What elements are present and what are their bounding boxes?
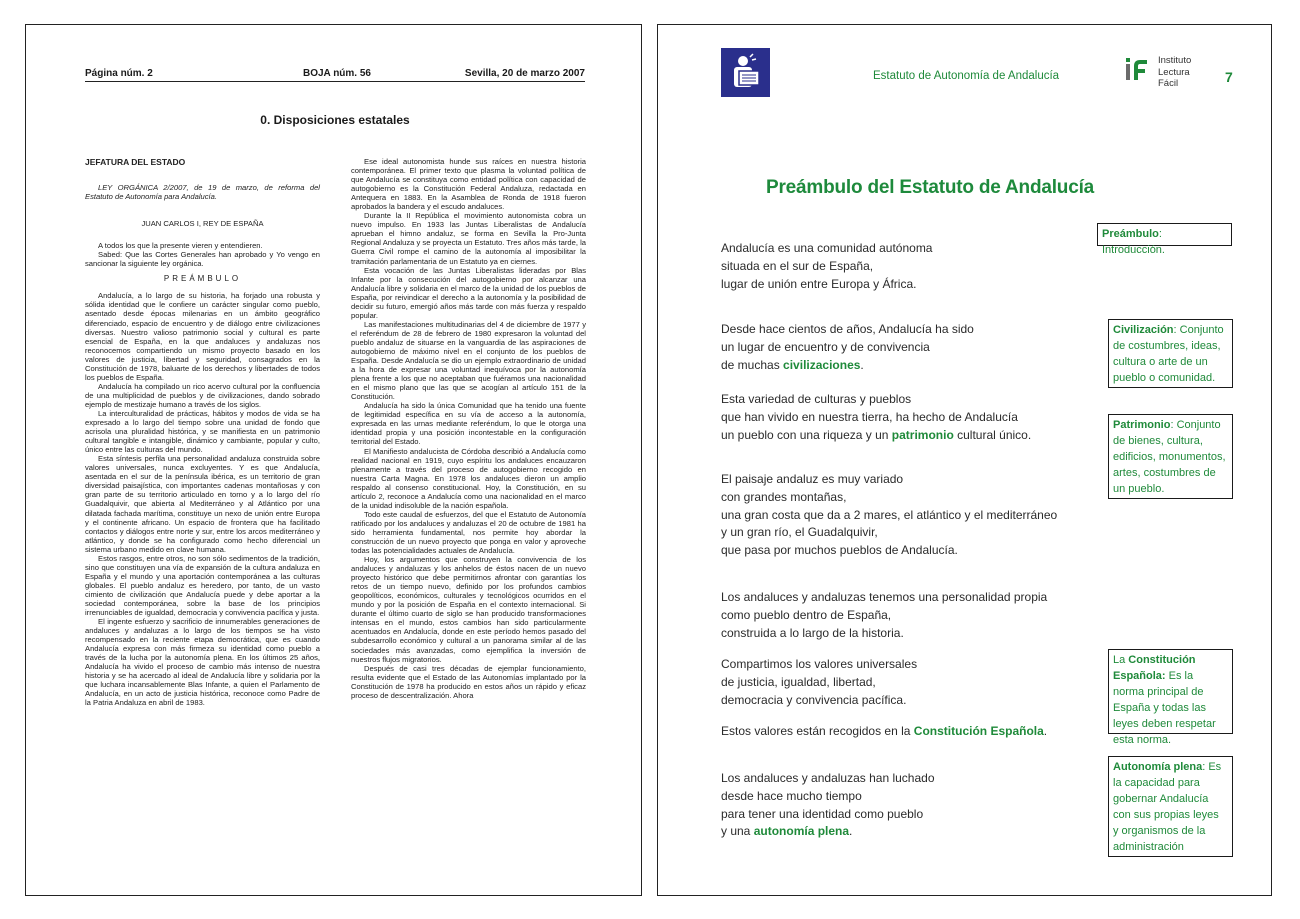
glossary-definition: : Conjunto de costumbres, ideas, cultura o arte de un pueblo o comunidad. (1113, 324, 1224, 384)
glossary-box-preambulo (1097, 223, 1232, 256)
text-line: El paisaje andaluz es muy variado (721, 472, 904, 486)
text-line: un lugar de encuentro y de convivencia (721, 339, 930, 354)
text-line: Esta variedad de culturas y pueblos (721, 392, 912, 406)
glossary-term: Civilización (1113, 324, 1174, 336)
glossary-definition: : Conjunto de bienes, cultura, edificios, monumentos, artes, costumbres de un pueblo. (1113, 419, 1226, 495)
text-line (721, 823, 935, 841)
paragraph-8 (721, 770, 935, 841)
text-run: y una (721, 824, 754, 839)
easy-read-logo (721, 48, 770, 97)
text-line: Los andaluces y andaluzas tenemos una personalidad propia (721, 590, 1048, 604)
text-line: y un gran río, el Guadalquivir, (721, 525, 878, 540)
text-line: de justicia, igualdad, libertad, (721, 674, 876, 689)
intro-line: Sabed: Que las Cortes Generales han aprobado y Yo vengo en sancionar la siguiente ley orgánica. (85, 250, 320, 269)
text-line: como pueblo dentro de España, (721, 607, 892, 622)
paragraph-3 (721, 391, 1031, 444)
glossary-prefix: La (1113, 654, 1129, 666)
column-left (85, 155, 320, 708)
text-line (721, 357, 974, 375)
main-title: Preámbulo del Estatuto de Andalucía (766, 177, 1095, 198)
paragraph: Hoy, los argumentos que construyen la convivencia de los andaluces y andaluzas y los anhelos de éstos nacen de un nuevo proyecto histórico que debe permitirnos afrontar con garantías los retos de un tiempo nuevo, definido por los profundos cambios geopolíticos, económicos, culturales y tecnológicos ocurridos en el mundo y por la posición de España en el contexto internacional. Si durante el último cuarto de siglo se han producido transformaciones intensas en el mundo, estos cambios han sido particularmente acentuados en Andalucía, donde en este período hemos pasado del subdesarrollo económico y cultural a un panorama similar al de las sociedades más avanzadas, como ejemplifica la inversión de nuestros flujos migratorios. (351, 555, 586, 664)
ilf-line: Fácil (1158, 78, 1179, 89)
jefatura-heading: JEFATURA DEL ESTADO (85, 157, 186, 167)
text-line: con grandes montañas, (721, 489, 847, 504)
text-line: democracia y convivencia pacífica. (721, 692, 907, 707)
paragraph: Esta síntesis perfila una personalidad andaluza construida sobre valores universales, nunca excluyentes. Y es que Andalucía, asentada en el sur de la península ibérica, es un territorio de gran diversidad paisajística, con importantes cadenas montañosas y con gran parte de su territorio articulado en torno y a lo largo del río Guadalquivir, que abierta al Mediterráneo y al Atlántico por una dilatada fachada marítima, constituye un nexo de unión entre Europa y el continente africano. Un espacio de frontera que ha facilitado contactos y diálogos entre norte y sur, entre los arcos mediterráneo y atlántico, y donde se ha configurado como hecho diferencial un sistema urbano medido en clave humana. (85, 454, 320, 554)
easy-read-page (657, 24, 1272, 896)
glossary-term-link: autonomía plena (753, 824, 850, 839)
text-line: Compartimos los valores universales (721, 657, 918, 671)
text-run: cultural único. (953, 427, 1032, 442)
text-line: desde hace mucho tiempo (721, 788, 862, 803)
glossary-term: Patrimonio (1113, 419, 1171, 431)
text-line: Los andaluces y andaluzas han luchado (721, 771, 935, 785)
bulletin-number: BOJA núm. 56 (303, 68, 371, 79)
intro-line: A todos los que la presente vieren y entendieren. (98, 241, 263, 251)
glossary-term-link: civilizaciones (783, 357, 861, 372)
glossary-term: Autonomía plena (1113, 761, 1203, 773)
text-run: de muchas (721, 357, 784, 372)
text-line: que pasa por muchos pueblos de Andalucía. (721, 543, 958, 558)
paragraph: Andalucía ha sido la única Comunidad que ha tenido una fuente de legitimidad específica en su vía de acceso a la autonomía, expresada en las urnas mediante referéndum, lo que le otorga una identidad propia y una posición incontestable en la configuración territorial del Estado. (351, 401, 586, 447)
glossary-definition: Es la norma principal de España y todas las leyes deben respetar esta norma. (1113, 670, 1216, 746)
paragraph: Estos rasgos, entre otros, no son sólo sedimentos de la tradición, sino que constituyen una vía de expansión de la cultura andaluza en España y el mundo y una aportación contemporánea a las culturas globales. El pueblo andaluz es heredero, por tanto, de un vasto cimiento de civilización que Andalucía puede y debe aportar a la sociedad contemporánea, sobre la base de los principios irrenunciables de igualdad, democracia y convivencia pacífica y justa. (85, 553, 320, 618)
king-heading: JUAN CARLOS I, REY DE ESPAÑA (141, 219, 264, 229)
glossary-box-autonomia (1108, 756, 1233, 857)
glossary-term: Preámbulo (1102, 228, 1159, 240)
glossary-term-link: patrimonio (891, 427, 954, 442)
ilf-line: Instituto (1158, 55, 1192, 66)
text-line: Desde hace cientos de años, Andalucía ha sido (721, 322, 974, 336)
page-label: Página núm. 2 (85, 68, 153, 79)
boja-page (25, 24, 642, 896)
text-run: . (849, 824, 853, 839)
text-run: Estos valores están recogidos en la (721, 724, 914, 738)
section-title: 0. Disposiciones estatales (260, 113, 410, 127)
glossary-term: Constitución Española: (1113, 654, 1196, 682)
reader-icon (721, 48, 770, 97)
paragraph: Todo este caudal de esfuerzos, del que el Estatuto de Autonomía ratificado por los andaluces y andaluzas el 20 de octubre de 1981 ha sido herramienta fundamental, nos permite hoy abordar la construcción de un nuevo proyecto que ponga en valor y aproveche todas las potencialidades actuales de Andalucía. (351, 509, 586, 556)
paragraph: Ese ideal autonomista hunde sus raíces en nuestra historia contemporánea. El primer texto que plasma la voluntad política de que Andalucía se constituya como entidad política con capacidad de autogobierno es la Constitución Federal Andaluza, redactada en Antequera en 1883. En la Asamblea de Ronda de 1918 fueron aprobados la bandera y el escudo andaluces. (351, 157, 586, 212)
ilf-line: Lectura (1158, 66, 1190, 78)
ilf-logo-text (1158, 55, 1191, 90)
column-right (351, 157, 586, 700)
paragraph-1 (721, 240, 932, 293)
text-line: construida a lo largo de la historia. (721, 625, 904, 640)
paragraph: El Manifiesto andalucista de Córdoba describió a Andalucía como realidad nacional en 1919, cuyo espíritu los andaluces encauzaron plenamente a través del proceso de autogobierno recogido en nuestra Carta Magna. En 1978 los andaluces dieron un amplio respaldo al consenso constitucional. Hoy, la Constitución, en su artículo 2, reconoce a Andalucía como una nacionalidad en el marco de la unidad indisoluble de la nación española. (351, 446, 586, 510)
glossary-term-link: Constitución Española (913, 724, 1044, 738)
paragraph: Andalucía ha compilado un rico acervo cultural por la confluencia de una multiplicidad de pueblos y de civilizaciones, dando sobrado ejemplo de mestizaje humano a través de los siglos. (85, 381, 320, 409)
ilf-logo-icon (1123, 58, 1153, 88)
paragraph: La interculturalidad de prácticas, hábitos y modos de vida se ha expresado a lo largo del tiempo sobre una unidad de fondo que acrisola una pluralidad histórica, y se manifiesta en un patrimonio cultural tangible e intangible, dinámico y cambiante, popular y culto, único entre las culturas del mundo. (85, 408, 320, 455)
paragraph: Andalucía, a lo largo de su historia, ha forjado una robusta y sólida identidad que le confiere un carácter singular como pueblo, asentado desde épocas milenarias en un ámbito geográfico diferenciado, espacio de encuentro y de diálogo entre civilizaciones diversas. Nuestro valioso patrimonio social y cultural es parte esencial de España, en la que andaluces y andaluzas nos reconocemos compartiendo un mismo proyecto basado en los valores de justicia, libertad y seguridad, consagrados en la Constitución de 1978, baluarte de los derechos y libertades de todos los pueblos de España. (85, 291, 320, 382)
text-line: para tener una identidad como pueblo (721, 806, 924, 821)
paragraph-7 (721, 723, 1047, 741)
text-line: una gran costa que da a 2 mares, el atlántico y el mediterráneo (721, 507, 1058, 522)
paragraph: Después de casi tres décadas de ejemplar funcionamiento, resulta evidente que el Estado de las Autonomías implantado por la Constitución de 1978 ha producido en estos años un rápido y eficaz proceso de descentralización. Ahora (351, 663, 586, 700)
paragraph: Durante la II República el movimiento autonomista cobra un nuevo impulso. En 1933 las Juntas Liberalistas de Andalucía aprueban el himno andaluz, se forma en Sevilla la Pro-Junta Regional Andaluza y se proyecta un Estatuto. Tres años más tarde, la Guerra Civil rompe el camino de la autonomía al imposibilitar la tramitación parlamentaria de un Estatuto ya en ciernes. (351, 211, 586, 266)
paragraph-6 (721, 656, 917, 709)
glossary-definition: : Es la capacidad para gobernar Andalucía con sus propias leyes y organismos de la administración (1113, 761, 1222, 853)
document-header-title: Estatuto de Autonomía de Andalucía (873, 70, 1060, 82)
boja-header (85, 68, 585, 82)
bulletin-date: Sevilla, 20 de marzo 2007 (464, 68, 585, 79)
glossary-box-patrimonio (1108, 414, 1233, 499)
paragraph-2 (721, 321, 974, 374)
text-line: que han vivido en nuestra tierra, ha hecho de Andalucía (721, 409, 1018, 424)
paragraph-4 (721, 471, 1057, 560)
text-line: situada en el sur de España, (721, 258, 874, 273)
text-line: Andalucía es una comunidad autónoma (721, 241, 933, 255)
text-run: . (860, 357, 864, 372)
page-number: 7 (1225, 69, 1233, 85)
glossary-box-constitucion (1108, 649, 1233, 746)
paragraph: El ingente esfuerzo y sacrificio de innumerables generaciones de andaluces y andaluzas a lo largo de los tiempos se ha visto recompensado en la reciente etapa democrática, que es cuando Andalucía expresa con más firmeza su identidad como pueblo a través de la lucha por la autonomía plena. En los últimos 25 años, Andalucía ha vivido el proceso de cambio más intenso de nuestra historia y se ha acercado al ideal de Andalucía libre y solidaria por la que luchara incansablemente Blas Infante, a quien el Parlamento de Andalucía, en un acto de justicia histórica, reconoce como Padre de la Patria Andaluza en abril de 1983. (85, 617, 320, 708)
text-line (721, 427, 1031, 445)
text-run: . (1043, 724, 1048, 738)
glossary-box-civilizacion (1108, 319, 1233, 388)
text-run: un pueblo con una riqueza y un (721, 427, 892, 442)
text-line (721, 723, 1047, 741)
paragraph-5 (721, 589, 1047, 642)
preambulo-heading: PREÁMBULO (163, 274, 242, 284)
glossary-definition: : Introducción. (1102, 228, 1165, 256)
paragraph: Las manifestaciones multitudinarias del 4 de diciembre de 1977 y el referéndum de 28 de febrero de 1980 expresaron la voluntad del pueblo andaluz de situarse en la vanguardia de las aspiraciones de autogobierno de máximo nivel en el conjunto de los pueblos de España. Desde Andalucía se dio un ejemplo extraordinario de unidad a la hora de expresar una voluntad inequívoca por la autonomía plena frente a los que no aceptaban que fuéramos una nacionalidad en el mismo plano que las que se acogían al artículo 151 de la Constitución. (351, 319, 586, 402)
paragraph: Esta vocación de las Juntas Liberalistas lideradas por Blas Infante por la consecución del autogobierno por alcanzar una Andalucía libre y solidaria en el marco de la unidad de los pueblos de España, por reivindicar el derecho a la autonomía y la posibilidad de decidir su futuro, emergió años más tarde con más fuerza y respaldo popular. (351, 265, 586, 320)
text-line: lugar de unión entre Europa y África. (721, 276, 917, 291)
law-title: LEY ORGÁNICA 2/2007, de 19 de marzo, de reforma del Estatuto de Autonomía para Andalucía. (85, 183, 320, 202)
